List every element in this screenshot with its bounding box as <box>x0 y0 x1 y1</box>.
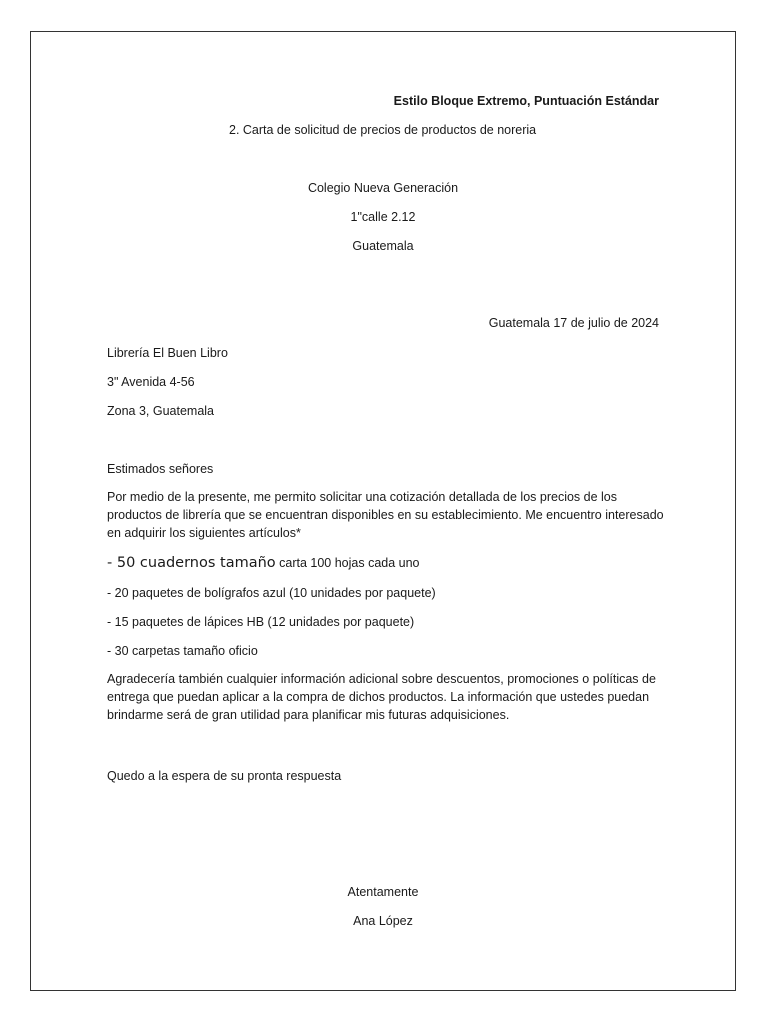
style-note: Estilo Bloque Extremo, Puntuación Estándar <box>393 94 659 108</box>
list-item-pens: - 20 paquetes de bolígrafos azul (10 unidades por paquete) <box>107 586 436 600</box>
list-item-folders: - 30 carpetas tamaño oficio <box>107 644 258 658</box>
recipient-address: 3" Avenida 4-56 <box>107 375 195 389</box>
intro-paragraph: Por medio de la presente, me permito solicitar una cotización detallada de los precios de los productos de librería que se encuentran disponibles en su establecimiento. Me encuentro interesado en adquirir los siguientes artículos* <box>107 490 664 540</box>
recipient-zone: Zona 3, Guatemala <box>107 404 215 418</box>
list-item-pencils: - 15 paquetes de lápices HB (12 unidades por paquete) <box>107 615 415 629</box>
sender-city: Guatemala <box>352 239 414 253</box>
sender-name: Colegio Nueva Generación <box>307 181 459 195</box>
valediction: Atentamente <box>347 885 419 899</box>
farewell: Quedo a la espera de su pronta respuesta <box>107 769 342 783</box>
letter-date: Guatemala 17 de julio de 2024 <box>488 316 659 330</box>
list-item-notebooks <box>107 554 420 572</box>
sender-address: 1"calle 2.12 <box>350 210 416 224</box>
list-item-notebooks-suffix: carta 100 hojas cada uno <box>275 556 420 570</box>
closing-paragraph: Agradecería también cualquier información adicional sobre descuentos, promociones o políticas de entrega que puedan aplicar a la compra de dichos productos. La información que ustedes puedan brindarme será de gran utilidad para planificar mis futuras adquisiciones. <box>107 672 656 722</box>
list-item-notebooks-prefix: - 50 cuadernos tamaño <box>107 555 276 571</box>
document-page <box>30 31 736 991</box>
greeting: Estimados señores <box>107 462 214 476</box>
recipient-name: Librería El Buen Libro <box>107 346 228 360</box>
signer-name: Ana López <box>353 914 413 928</box>
letter-title: 2. Carta de solicitud de precios de productos de noreria <box>229 123 537 137</box>
